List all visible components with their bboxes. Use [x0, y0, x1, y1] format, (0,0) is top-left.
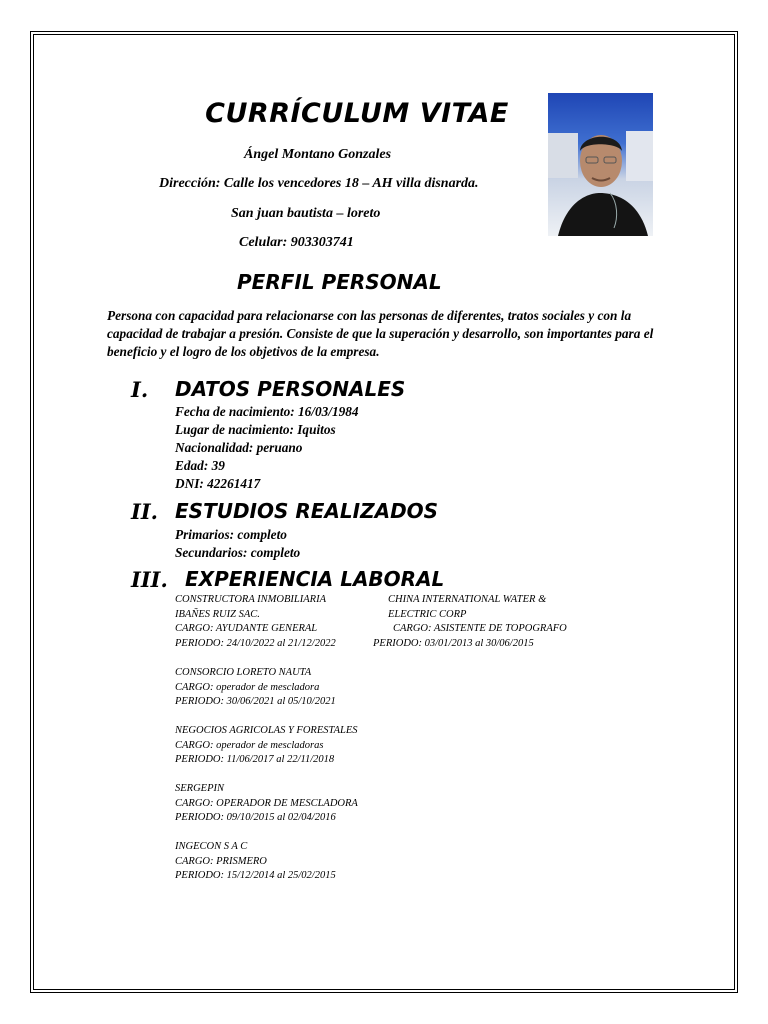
job-period: PERIODO: 24/10/2022 al 21/12/2022	[175, 637, 336, 649]
phone: Celular: 903303741	[239, 235, 354, 250]
job-company: INGECON S A C	[175, 841, 248, 852]
list-item: DNI: 42261417	[175, 476, 261, 491]
section-1-numeral: I.	[131, 377, 149, 402]
job-entry	[373, 593, 567, 651]
job-entry	[175, 782, 358, 826]
job-company: CONSTRUCTORA INMOBILIARIA	[175, 594, 326, 605]
profile-heading: PERFIL PERSONAL	[237, 270, 442, 294]
list-item: Edad: 39	[175, 458, 225, 473]
section-3-numeral: III.	[131, 567, 168, 592]
job-company: CONSORCIO LORETO NAUTA	[175, 667, 312, 678]
job-entry	[175, 666, 336, 710]
profile-text: Persona con capacidad para relacionarse con las personas de diferentes, tratos sociales y con la capacidad de trabajar a presión. Consiste de que la superación y desarrollo, son importantes para el beneficio y el logro de los objetivos de la empresa.	[107, 308, 654, 359]
studies-list	[175, 526, 300, 562]
job-entry	[175, 840, 336, 884]
job-period: PERIODO: 11/06/2017 al 22/11/2018	[175, 754, 335, 765]
list-item: Lugar de nacimiento: Iquitos	[175, 422, 336, 437]
job-period: PERIODO: 03/01/2013 al 30/06/2015	[373, 637, 534, 649]
job-company: ELECTRIC CORP	[388, 608, 467, 620]
job-period: PERIODO: 30/06/2021 al 05/10/2021	[175, 696, 336, 707]
cv-title: CURRÍCULUM VITAE	[205, 98, 509, 129]
address: Dirección: Calle los vencedores 18 – AH villa disnarda.	[159, 176, 479, 191]
job-company: IBAÑES RUIZ SAC.	[175, 608, 260, 620]
experience-heading: EXPERIENCIA LABORAL	[185, 567, 445, 591]
job-company: SERGEPIN	[175, 783, 224, 794]
personal-data-list	[175, 403, 359, 493]
list-item: Fecha de nacimiento: 16/03/1984	[175, 404, 359, 419]
job-role: CARGO: AYUDANTE GENERAL	[175, 623, 318, 634]
job-entry	[175, 724, 358, 768]
list-item: Secundarios: completo	[175, 545, 301, 560]
job-role: CARGO: operador de mescladoras	[175, 739, 324, 751]
list-item: Nacionalidad: peruano	[175, 440, 303, 455]
full-name: Ángel Montano Gonzales	[244, 147, 392, 162]
job-role: CARGO: PRISMERO	[175, 855, 267, 867]
studies-heading: ESTUDIOS REALIZADOS	[175, 499, 439, 523]
job-role: CARGO: ASISTENTE DE TOPOGRAFO	[393, 623, 567, 634]
job-role: CARGO: operador de mescladora	[175, 681, 320, 693]
profile-photo	[548, 93, 653, 236]
section-2-numeral: II.	[131, 499, 158, 524]
district: San juan bautista – loreto	[231, 206, 381, 221]
job-role: CARGO: OPERADOR DE MESCLADORA	[175, 797, 358, 809]
personal-data-heading: DATOS PERSONALES	[175, 377, 406, 401]
job-company: NEGOCIOS AGRICOLAS Y FORESTALES	[175, 725, 358, 736]
list-item: Primarios: completo	[175, 527, 287, 542]
job-entry	[175, 593, 336, 651]
job-period: PERIODO: 15/12/2014 al 25/02/2015	[175, 870, 336, 881]
job-company: CHINA INTERNATIONAL WATER &	[388, 594, 547, 605]
job-period: PERIODO: 09/10/2015 al 02/04/2016	[175, 812, 336, 823]
